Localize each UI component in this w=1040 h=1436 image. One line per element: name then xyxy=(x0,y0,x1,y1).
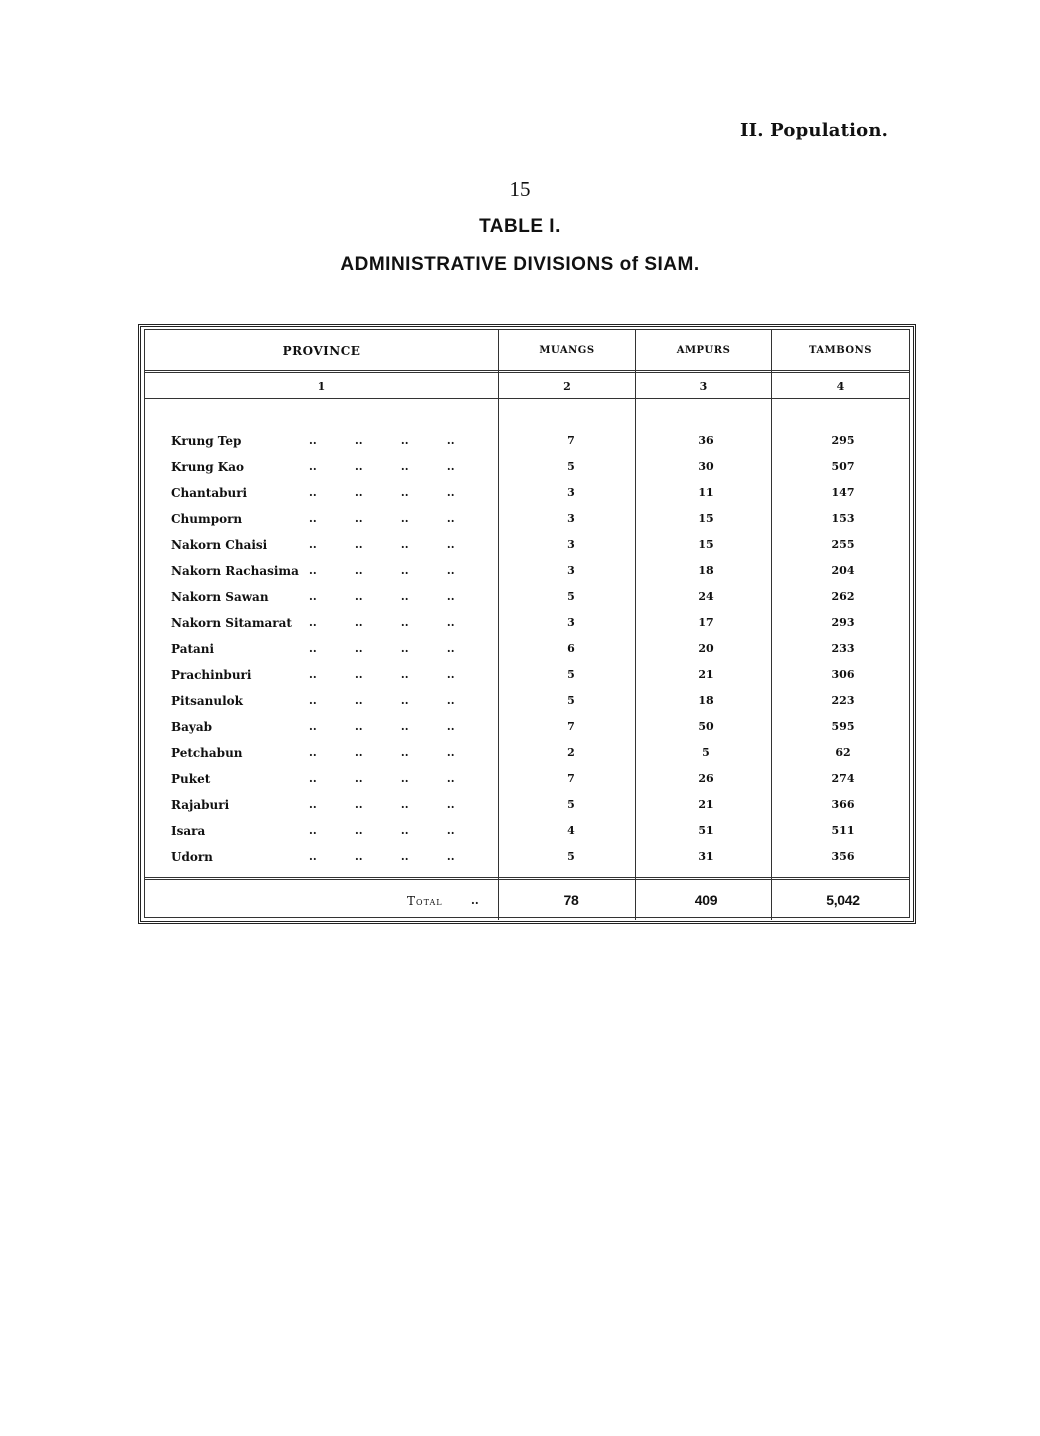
ampurs-value: 18 xyxy=(698,694,714,707)
table-row xyxy=(141,772,919,798)
tambons-value: 356 xyxy=(831,850,855,863)
table-row xyxy=(141,564,919,590)
ampurs-value: 11 xyxy=(698,486,714,499)
leader-dots: .. .. .. .. xyxy=(309,512,455,525)
column-number-2: 2 xyxy=(563,380,571,393)
muangs-value: 5 xyxy=(567,460,575,473)
header-ampurs: AMPURS xyxy=(676,345,731,356)
ampurs-value: 15 xyxy=(698,512,714,525)
province-name: Bayab xyxy=(171,720,213,734)
column-number-3: 3 xyxy=(699,380,708,393)
header-tambons: TAMBONS xyxy=(809,345,872,356)
header-rule xyxy=(145,370,909,373)
total-tambons: 5,042 xyxy=(826,892,860,908)
table-row xyxy=(141,538,919,564)
province-name: Krung Kao xyxy=(171,460,244,474)
ampurs-value: 5 xyxy=(702,746,710,759)
tambons-value: 507 xyxy=(831,460,855,473)
header-province: PROVINCE xyxy=(282,344,361,358)
tambons-value: 262 xyxy=(831,590,855,603)
province-name: Pitsanulok xyxy=(171,694,243,708)
muangs-value: 5 xyxy=(567,694,575,707)
province-name: Krung Tep xyxy=(171,434,242,448)
leader-dots: .. .. .. .. xyxy=(309,460,455,473)
leader-dots: .. .. .. .. xyxy=(309,694,455,707)
province-name: Chantaburi xyxy=(171,486,248,500)
leader-dots: .. .. .. .. xyxy=(309,824,455,837)
ampurs-value: 21 xyxy=(698,668,714,681)
ampurs-value: 30 xyxy=(698,460,714,473)
tambons-value: 255 xyxy=(831,538,855,551)
tambons-value: 306 xyxy=(831,668,855,681)
page-number: 15 xyxy=(509,177,531,201)
tambons-value: 295 xyxy=(831,434,855,447)
table-row xyxy=(141,590,919,616)
tambons-value: 595 xyxy=(831,720,855,733)
leader-dots: .. .. .. .. xyxy=(309,434,455,447)
table-row xyxy=(141,434,919,460)
province-name: Puket xyxy=(171,772,211,786)
ampurs-value: 51 xyxy=(698,824,714,837)
leader-dots: .. .. .. .. xyxy=(309,616,455,629)
province-name: Nakorn Chaisi xyxy=(171,538,268,552)
tambons-value: 223 xyxy=(831,694,855,707)
ampurs-value: 20 xyxy=(698,642,714,655)
muangs-value: 4 xyxy=(567,824,575,837)
ampurs-value: 15 xyxy=(698,538,714,551)
tambons-value: 204 xyxy=(831,564,855,577)
province-name: Chumporn xyxy=(171,512,243,526)
muangs-value: 3 xyxy=(567,564,575,577)
province-name: Prachinburi xyxy=(171,668,252,682)
table-row xyxy=(141,694,919,720)
tambons-value: 62 xyxy=(835,746,851,759)
table-row xyxy=(141,642,919,668)
leader-dots: .. .. .. .. xyxy=(309,668,455,681)
tambons-value: 293 xyxy=(831,616,855,629)
table-row xyxy=(141,668,919,694)
ampurs-value: 36 xyxy=(698,434,714,447)
leader-dots: .. .. .. .. xyxy=(309,486,455,499)
table-label: TABLE I. xyxy=(479,216,561,237)
tambons-value: 153 xyxy=(831,512,855,525)
table-row xyxy=(141,850,919,876)
province-name: Petchabun xyxy=(171,746,243,760)
muangs-value: 6 xyxy=(567,642,575,655)
muangs-value: 5 xyxy=(567,590,575,603)
muangs-value: 5 xyxy=(567,668,575,681)
leader-dots: .. .. .. .. xyxy=(309,772,455,785)
section-heading: II. Population. xyxy=(740,120,889,141)
table-title: ADMINISTRATIVE DIVISIONS of SIAM. xyxy=(340,254,700,275)
province-name: Nakorn Sitamarat xyxy=(171,616,292,630)
table-row xyxy=(141,460,919,486)
table-row xyxy=(141,486,919,512)
column-number-rule xyxy=(145,398,909,399)
table-row xyxy=(141,746,919,772)
tambons-value: 147 xyxy=(831,486,855,499)
leader-dots: .. .. .. .. xyxy=(309,538,455,551)
muangs-value: 2 xyxy=(567,746,575,759)
total-label: Total xyxy=(407,894,443,908)
ampurs-value: 24 xyxy=(698,590,714,603)
table-row xyxy=(141,720,919,746)
leader-dots: .. .. .. .. xyxy=(309,642,455,655)
leader-dots: .. .. .. .. xyxy=(309,590,455,603)
total-leader-dots: .. xyxy=(471,894,479,907)
ampurs-value: 21 xyxy=(698,798,714,811)
muangs-value: 7 xyxy=(567,720,575,733)
total-ampurs: 409 xyxy=(694,892,718,908)
table-row xyxy=(141,512,919,538)
muangs-value: 5 xyxy=(567,798,575,811)
ampurs-value: 50 xyxy=(698,720,714,733)
muangs-value: 3 xyxy=(567,486,575,499)
leader-dots: .. .. .. .. xyxy=(309,850,455,863)
ampurs-value: 18 xyxy=(698,564,714,577)
table-row xyxy=(141,824,919,850)
tambons-value: 274 xyxy=(831,772,855,785)
leader-dots: .. .. .. .. xyxy=(309,720,455,733)
tambons-value: 233 xyxy=(831,642,855,655)
province-name: Nakorn Rachasima xyxy=(171,564,299,578)
tambons-value: 366 xyxy=(831,798,855,811)
leader-dots: .. .. .. .. xyxy=(309,746,455,759)
muangs-value: 5 xyxy=(567,850,575,863)
muangs-value: 7 xyxy=(567,772,575,785)
total-muangs: 78 xyxy=(563,892,579,908)
muangs-value: 3 xyxy=(567,512,575,525)
muangs-value: 7 xyxy=(567,434,575,447)
muangs-value: 3 xyxy=(567,616,575,629)
administrative-divisions-table xyxy=(138,324,916,924)
province-name: Patani xyxy=(171,642,215,656)
table-row xyxy=(141,798,919,824)
column-number-4: 4 xyxy=(836,380,845,393)
province-name: Rajaburi xyxy=(171,798,230,812)
total-rule xyxy=(145,877,909,880)
column-number-1: 1 xyxy=(317,380,326,393)
tambons-value: 511 xyxy=(831,824,855,837)
muangs-value: 3 xyxy=(567,538,575,551)
province-name: Udorn xyxy=(171,850,213,864)
ampurs-value: 17 xyxy=(698,616,714,629)
province-name: Isara xyxy=(171,824,206,838)
header-muangs: MUANGS xyxy=(539,345,595,356)
leader-dots: .. .. .. .. xyxy=(309,798,455,811)
ampurs-value: 26 xyxy=(698,772,714,785)
table-row xyxy=(141,616,919,642)
province-name: Nakorn Sawan xyxy=(171,590,269,604)
leader-dots: .. .. .. .. xyxy=(309,564,455,577)
ampurs-value: 31 xyxy=(698,850,714,863)
